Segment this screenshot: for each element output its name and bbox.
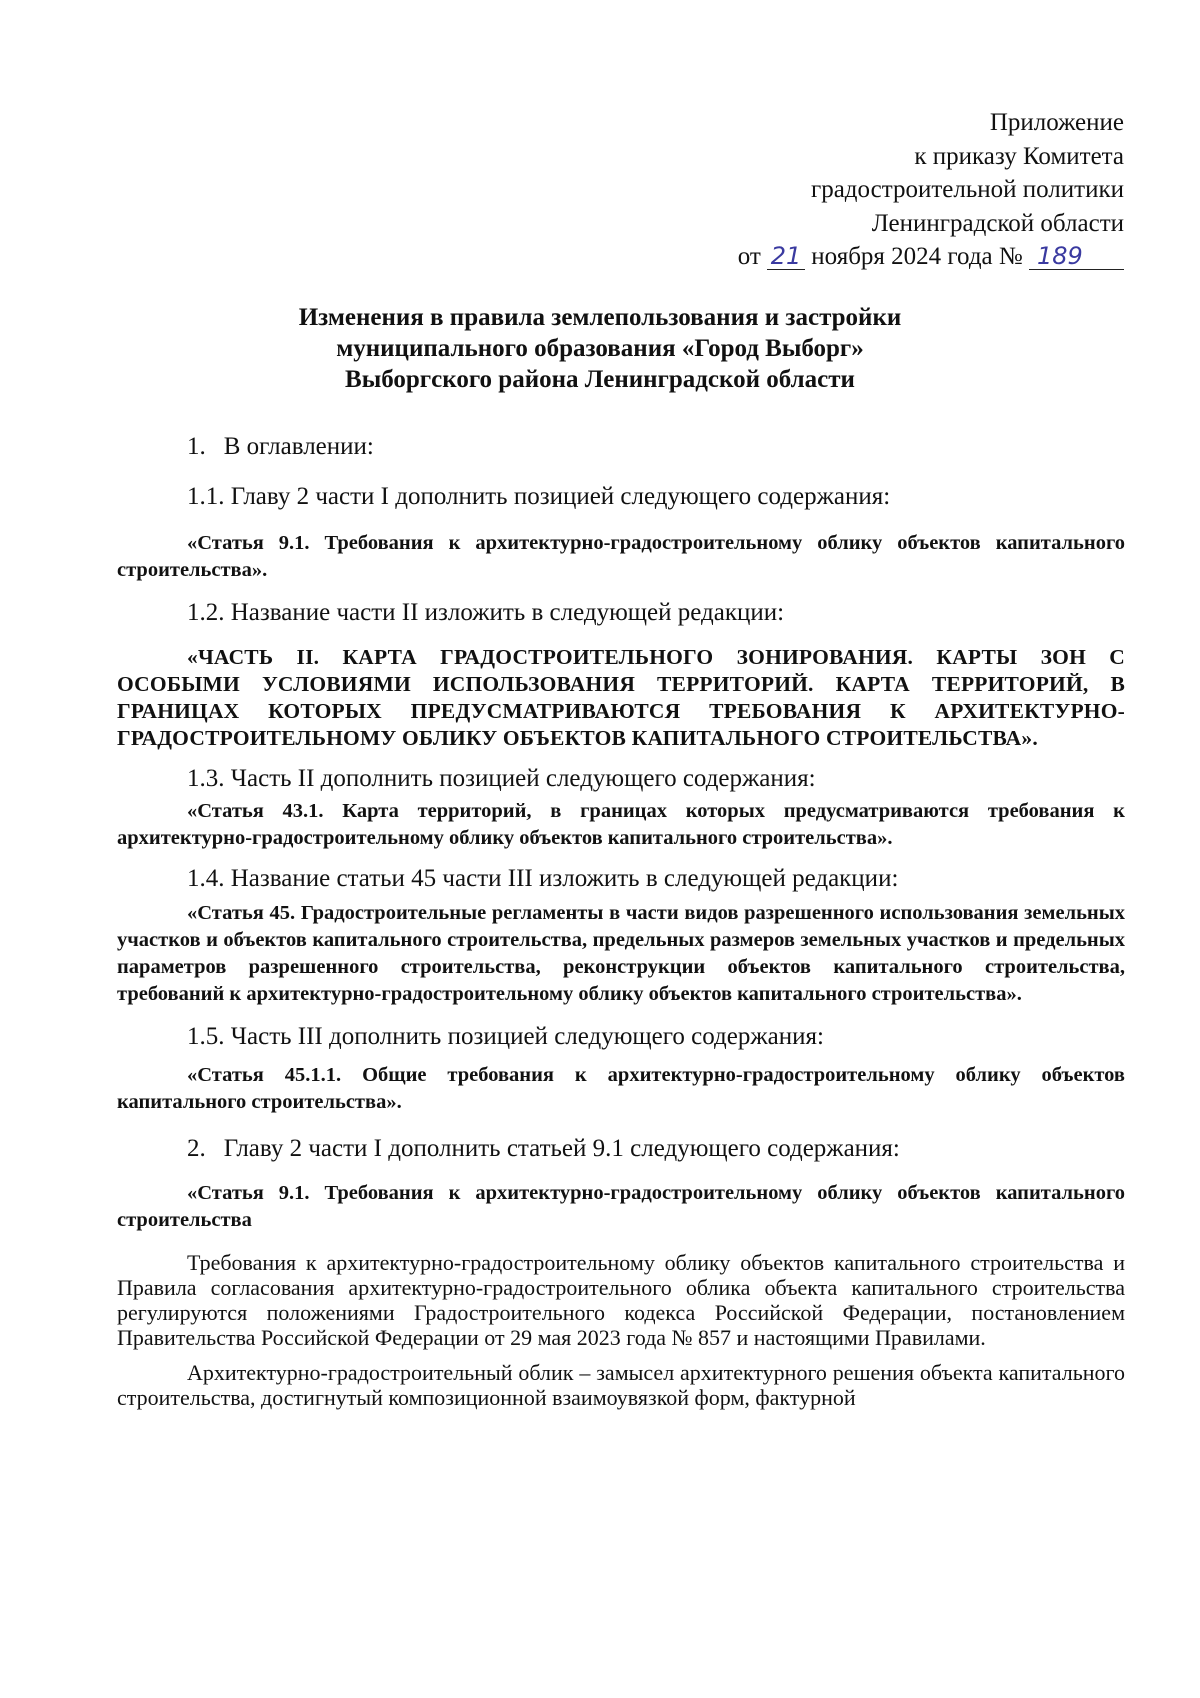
paragraph-1: Требования к архитектурно-градостроительному облику объектов капитального строительства и Правила согласования архитектурно-градостроительного облика объекта капитального строительства регулируются положениями Градостроительного кодекса Российской Федерации, постановлением Правительства Российской Федерации от 29 мая 2023 года № 857 и настоящими Правилами.: [117, 1250, 1125, 1350]
appendix-date-line: [738, 240, 1124, 274]
document-title: [0, 302, 1200, 395]
item-1-5-body: «Статья 45.1.1. Общие требования к архитектурно-градостроительному облику объектов капитального строительства».: [117, 1064, 1125, 1113]
handwritten-order-number: 189: [1029, 243, 1124, 270]
item-1-4-heading: 1.4. Название статьи 45 части III изложить в следующей редакции:: [187, 865, 899, 892]
item-2-number: 2.: [187, 1135, 206, 1162]
date-prefix: от: [737, 243, 761, 270]
title-line-3: Выборгского района Ленинградской области: [345, 366, 855, 393]
item-1-1-heading: 1.1. Главу 2 части I дополнить позицией следующего содержания:: [187, 483, 891, 510]
item-1-3-body: «Статья 43.1. Карта территорий, в границах которых предусматриваются требования к архитектурно-градостроительному облику объектов капитального строительства».: [117, 800, 1125, 849]
appendix-line-4: Ленинградской области: [871, 209, 1124, 237]
item-1-1-body: «Статья 9.1. Требования к архитектурно-градостроительному облику объектов капитального строительства».: [117, 532, 1125, 581]
appendix-line-3: градостроительной политики: [810, 176, 1124, 203]
appendix-line-1: Приложение: [989, 109, 1124, 136]
item-1-heading: [117, 432, 1125, 462]
item-1-text: В оглавлении:: [223, 433, 374, 460]
item-2-heading: [117, 1134, 1125, 1164]
item-1-3-heading: 1.3. Часть II дополнить позицией следующего содержания:: [187, 765, 816, 792]
item-1-number: 1.: [187, 433, 206, 460]
title-line-2: муниципального образования «Город Выборг»: [336, 335, 864, 362]
date-rest: ноября 2024 года №: [811, 243, 1023, 270]
paragraph-2: Архитектурно-градостроительный облик – замысел архитектурного решения объекта капитального строительства, достигнутый композиционной взаимоувязкой форм, фактурной: [117, 1360, 1125, 1410]
document-body: [117, 432, 1125, 1410]
item-2-text: Главу 2 части I дополнить статьей 9.1 следующего содержания:: [223, 1135, 900, 1162]
item-1-2-body: «ЧАСТЬ II. КАРТА ГРАДОСТРОИТЕЛЬНОГО ЗОНИРОВАНИЯ. КАРТЫ ЗОН С ОСОБЫМИ УСЛОВИЯМИ ИСПОЛЬЗОВАНИЯ ТЕРРИТОРИЙ. КАРТА ТЕРРИТОРИЙ, В ГРАНИЦАХ КОТОРЫХ ПРЕДУСМАТРИВАЮТСЯ ТРЕБОВАНИЯ К АРХИТЕКТУРНО-ГРАДОСТРОИТЕЛЬНОМУ ОБЛИКУ ОБЪЕКТОВ КАПИТАЛЬНОГО СТРОИТЕЛЬСТВА».: [117, 645, 1125, 750]
handwritten-day: 21: [767, 243, 805, 270]
item-1-5-heading: 1.5. Часть III дополнить позицией следующего содержания:: [187, 1023, 824, 1050]
item-2-body: «Статья 9.1. Требования к архитектурно-градостроительному облику объектов капитального строительства: [117, 1182, 1125, 1231]
appendix-line-2: к приказу Комитета: [914, 142, 1124, 170]
appendix-header: [738, 106, 1124, 274]
item-1-2-heading: 1.2. Название части II изложить в следующей редакции:: [187, 599, 785, 626]
title-line-1: Изменения в правила землепользования и застройки: [298, 304, 902, 331]
item-1-4-body: «Статья 45. Градостроительные регламенты в части видов разрешенного использования земельных участков и объектов капитального строительства, предельных размеров земельных участков и предельных параметров разрешенного строительства, реконструкции объектов капитального строительства, требований к архитектурно-градостроительному облику объектов капитального строительства».: [117, 902, 1125, 1005]
